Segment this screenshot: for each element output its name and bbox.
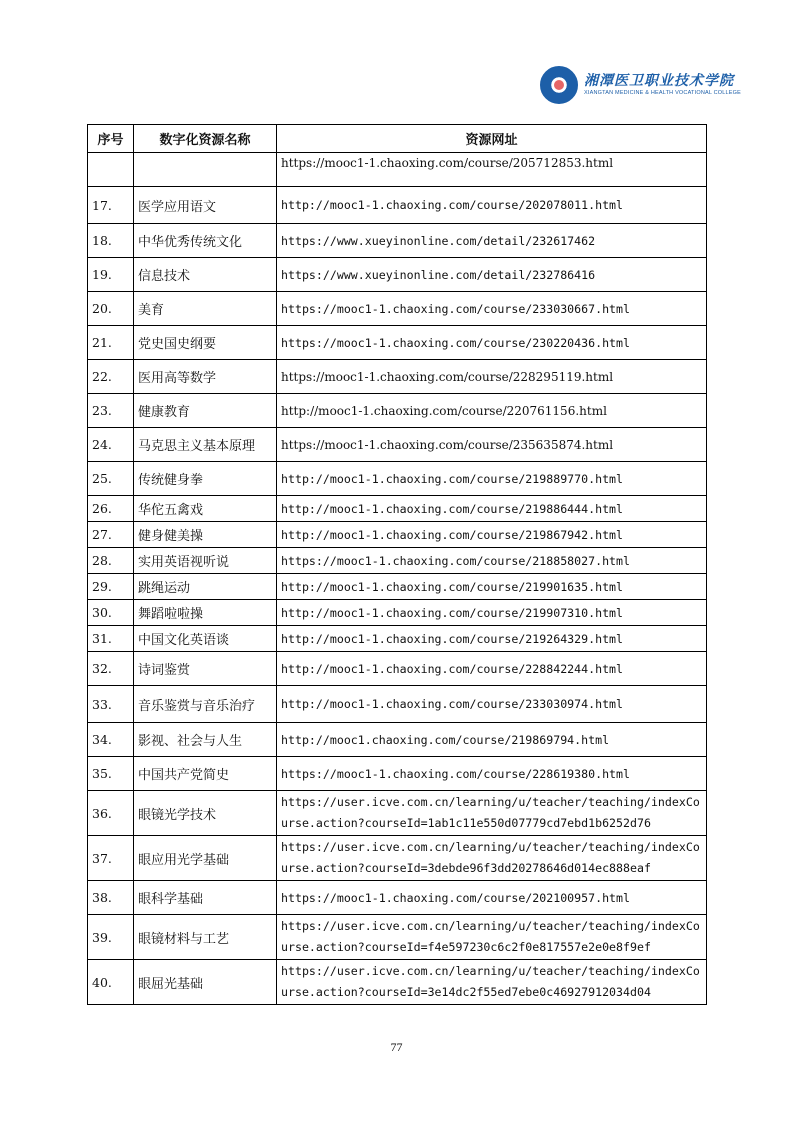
row-number: 23. xyxy=(88,394,134,428)
row-number: 20. xyxy=(88,292,134,326)
table-row xyxy=(88,836,707,881)
row-number: 22. xyxy=(88,360,134,394)
resource-url[interactable]: http://mooc1-1.chaoxing.com/course/219889770.html xyxy=(277,462,707,496)
resource-url[interactable]: http://mooc1-1.chaoxing.com/course/219264329.html xyxy=(277,626,707,652)
page-number: 77 xyxy=(390,1040,403,1054)
table-row xyxy=(88,360,707,394)
resource-url[interactable]: http://mooc1-1.chaoxing.com/course/219901635.html xyxy=(277,574,707,600)
resource-url[interactable]: https://mooc1-1.chaoxing.com/course/228295119.html xyxy=(277,360,707,394)
resource-name: 党史国史纲要 xyxy=(134,326,277,360)
table-row xyxy=(88,915,707,960)
row-number: 21. xyxy=(88,326,134,360)
row-number: 17. xyxy=(88,187,134,224)
table-row xyxy=(88,326,707,360)
resource-name: 中华优秀传统文化 xyxy=(134,224,277,258)
table-row xyxy=(88,723,707,757)
row-number: 29. xyxy=(88,574,134,600)
table-row xyxy=(88,187,707,224)
table-row xyxy=(88,522,707,548)
table-row xyxy=(88,462,707,496)
resource-name: 健身健美操 xyxy=(134,522,277,548)
college-seal-icon xyxy=(540,66,578,104)
resource-name: 华佗五禽戏 xyxy=(134,496,277,522)
resource-name: 信息技术 xyxy=(134,258,277,292)
table-row xyxy=(88,574,707,600)
row-number: 24. xyxy=(88,428,134,462)
header-resource-url: 资源网址 xyxy=(277,125,707,153)
row-number: 31. xyxy=(88,626,134,652)
resource-url[interactable]: https://mooc1-1.chaoxing.com/course/202100957.html xyxy=(277,881,707,915)
resource-url[interactable]: https://user.icve.com.cn/learning/u/teacher/teaching/indexCourse.action?courseId=3e14dc2f55ed7ebe0c46927912034d04 xyxy=(277,960,707,1005)
row-number: 32. xyxy=(88,652,134,686)
resource-name: 眼镜光学技术 xyxy=(134,791,277,836)
resource-url[interactable]: http://mooc1-1.chaoxing.com/course/220761156.html xyxy=(277,394,707,428)
resource-name: 眼屈光基础 xyxy=(134,960,277,1005)
resource-url[interactable]: https://mooc1-1.chaoxing.com/course/228619380.html xyxy=(277,757,707,791)
table-row xyxy=(88,224,707,258)
resource-name: 眼应用光学基础 xyxy=(134,836,277,881)
resource-name: 传统健身拳 xyxy=(134,462,277,496)
resource-name: 音乐鉴赏与音乐治疗 xyxy=(134,686,277,723)
resource-url[interactable]: http://mooc1-1.chaoxing.com/course/219867942.html xyxy=(277,522,707,548)
row-number: 18. xyxy=(88,224,134,258)
table-row xyxy=(88,626,707,652)
row-number: 40. xyxy=(88,960,134,1005)
table-header-row xyxy=(88,125,707,153)
row-number: 28. xyxy=(88,548,134,574)
resource-name: 中国文化英语谈 xyxy=(134,626,277,652)
resource-name: 舞蹈啦啦操 xyxy=(134,600,277,626)
row-number: 30. xyxy=(88,600,134,626)
resource-name: 实用英语视听说 xyxy=(134,548,277,574)
row-number: 36. xyxy=(88,791,134,836)
row-number: 25. xyxy=(88,462,134,496)
table-row xyxy=(88,428,707,462)
resource-name: 医用高等数学 xyxy=(134,360,277,394)
header-resource-name: 数字化资源名称 xyxy=(134,125,277,153)
table-row xyxy=(88,791,707,836)
resource-name: 眼镜材料与工艺 xyxy=(134,915,277,960)
resource-url[interactable]: http://mooc1-1.chaoxing.com/course/219886444.html xyxy=(277,496,707,522)
table-row xyxy=(88,881,707,915)
table-row xyxy=(88,960,707,1005)
resource-name: 中国共产党简史 xyxy=(134,757,277,791)
row-number: 34. xyxy=(88,723,134,757)
table-row xyxy=(88,686,707,723)
table-row xyxy=(88,600,707,626)
resource-name: 影视、社会与人生 xyxy=(134,723,277,757)
resource-url[interactable]: https://user.icve.com.cn/learning/u/teacher/teaching/indexCourse.action?courseId=f4e597230c6c2f0e817557e2e0e8f9ef xyxy=(277,915,707,960)
table-row xyxy=(88,548,707,574)
resource-url[interactable]: https://www.xueyinonline.com/detail/232786416 xyxy=(277,258,707,292)
table-row xyxy=(88,153,707,187)
resource-url[interactable]: http://mooc1-1.chaoxing.com/course/219907310.html xyxy=(277,600,707,626)
table-row xyxy=(88,757,707,791)
resource-name: 眼科学基础 xyxy=(134,881,277,915)
table-row xyxy=(88,652,707,686)
resource-url[interactable]: https://mooc1-1.chaoxing.com/course/233030667.html xyxy=(277,292,707,326)
row-number: 39. xyxy=(88,915,134,960)
college-logo xyxy=(540,64,741,106)
resource-name: 健康教育 xyxy=(134,394,277,428)
row-number: 19. xyxy=(88,258,134,292)
resource-url[interactable]: http://mooc1-1.chaoxing.com/course/202078011.html xyxy=(277,187,707,224)
resource-url[interactable]: https://user.icve.com.cn/learning/u/teacher/teaching/indexCourse.action?courseId=1ab1c11e550d07779cd7ebd1b6252d76 xyxy=(277,791,707,836)
header-number: 序号 xyxy=(88,125,134,153)
college-name-en: XIANGTAN MEDICINE & HEALTH VOCATIONAL COLLEGE xyxy=(584,89,742,96)
row-number: 35. xyxy=(88,757,134,791)
table-row xyxy=(88,496,707,522)
table-row xyxy=(88,258,707,292)
resource-name: 跳绳运动 xyxy=(134,574,277,600)
row-number: 38. xyxy=(88,881,134,915)
table-row xyxy=(88,292,707,326)
resource-name: 美育 xyxy=(134,292,277,326)
college-name xyxy=(584,74,741,97)
row-number: 27. xyxy=(88,522,134,548)
table-row xyxy=(88,394,707,428)
resource-url[interactable]: http://mooc1.chaoxing.com/course/219869794.html xyxy=(277,723,707,757)
resource-name: 诗词鉴赏 xyxy=(134,652,277,686)
resource-name: 医学应用语文 xyxy=(134,187,277,224)
resource-url[interactable]: https://mooc1-1.chaoxing.com/course/205712853.html xyxy=(277,153,707,187)
resource-name: 马克思主义基本原理 xyxy=(134,428,277,462)
college-name-cn: 湘潭医卫职业技术学院 xyxy=(584,72,734,89)
resource-url[interactable]: https://mooc1-1.chaoxing.com/course/230220436.html xyxy=(277,326,707,360)
resource-url[interactable]: https://mooc1-1.chaoxing.com/course/235635874.html xyxy=(277,428,707,462)
resource-url[interactable]: http://mooc1-1.chaoxing.com/course/228842244.html xyxy=(277,652,707,686)
resource-url[interactable]: https://user.icve.com.cn/learning/u/teacher/teaching/indexCourse.action?courseId=3debde96f3dd20278646d014ec888eaf xyxy=(277,836,707,881)
row-number: 37. xyxy=(88,836,134,881)
resource-url[interactable]: https://mooc1-1.chaoxing.com/course/218858027.html xyxy=(277,548,707,574)
row-number: 33. xyxy=(88,686,134,723)
resource-name xyxy=(134,153,277,187)
resource-table xyxy=(87,124,707,1005)
resource-url[interactable]: https://www.xueyinonline.com/detail/232617462 xyxy=(277,224,707,258)
row-number: 26. xyxy=(88,496,134,522)
resource-url[interactable]: http://mooc1-1.chaoxing.com/course/233030974.html xyxy=(277,686,707,723)
row-number xyxy=(88,153,134,187)
